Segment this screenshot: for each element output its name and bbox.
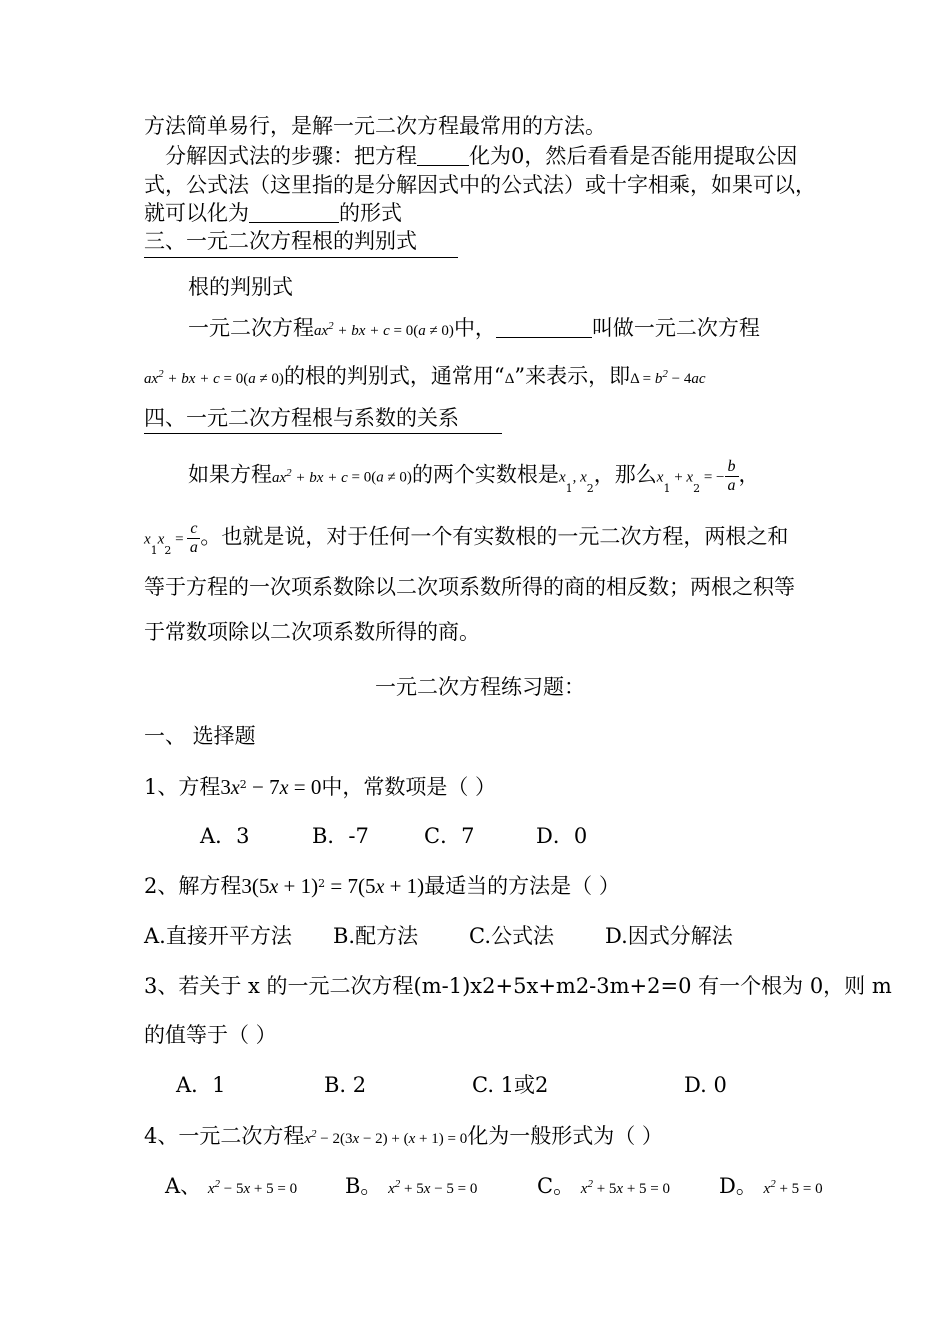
question-4: 4、一元二次方程$x^2 - 2(3x - 2) + (x + 1) = 0$化为一般形式为（ ） [144,1124,663,1148]
section-4-para-1: 如果方程$ax^2$ + bx + c = 0(a ≠ 0)的两个实数根是$x_1$, $x_2$，那么$x_1 + x_2$ = − $\frac{b}{a}$ ， [188,458,760,495]
question-3-line-2: 的值等于（ ） [144,1023,277,1047]
text-line-2: 分解因式法的步骤：把方程 化为0，然后看看是否能用提取公因 [165,144,798,168]
section-3-para-1: 一元二次方程$ax^2$ + bx + c = 0(a ≠ 0)中， 叫做一元二次方程 [188,316,760,340]
text-line-1: 方法简单易行，是解一元二次方程最常用的方法。 [144,114,606,138]
fraction: $\frac{b}{a}$ [725,458,739,494]
fill-blank [417,145,469,166]
exercise-title: 一元二次方程练习题： [375,675,585,699]
fill-blank [249,202,339,223]
heading-underline [144,433,502,434]
question-2-options: A.直接开平方法 B.配方法 C.公式法 D.因式分解法 [144,924,733,948]
question-4-options: A、 $x^2 - 5x + 5 = 0$ B。 $x^2 + 5x - 5 = 0$ C。 $x^2 + 5x + 5 = 0$ D。 $x^2 + 5 = 0$ [165,1174,823,1198]
section-4-para-3: 等于方程的一次项系数除以二次项系数所得的商的相反数；两根之积等 [144,575,795,599]
question-3-options: A．1 B. 2 C. 1或2 D. 0 [176,1073,727,1097]
section-3-heading: 三、一元二次方程根的判别式 [144,229,417,253]
exercise-section: 一、 选择题 [144,724,256,748]
heading-underline [144,257,458,258]
section-4-para-4: 于常数项除以二次项系数所得的商。 [144,620,480,644]
text-line-3: 式，公式法（这里指的是分解因式中的公式法）或十字相乘，如果可以， [144,173,816,197]
fraction: $\frac{c}{a}$ [187,520,200,556]
fill-blank [496,317,592,338]
question-1-options: A．3 B．-7 C．7 D．0 [200,824,588,848]
question-3-line-1: 3、若关于 x 的一元二次方程(m-1)x2+5x+m2-3m+2=0 有一个根为 0，则 m [144,974,892,998]
question-2: 2、解方程$3(5x + 1)^2 = 7(5x + 1)$最适当的方法是（ ） [144,874,620,898]
section-3-para-2: $ax^2$ + bx + c = 0(a ≠ 0)的根的判别式，通常用“Δ”来表示，即$\Delta = b^2 - 4ac$ [144,364,706,388]
question-1: 1、方程$3x^2 - 7x = 0$中，常数项是（ ） [144,775,497,799]
text-line-4: 就可以化为 的形式 [144,201,402,225]
section-4-para-2: $x_1x_2$ = $\frac{c}{a}$ 。也就是说，对于任何一个有实数根的一元二次方程，两根之和 [144,520,789,557]
section-4-heading: 四、一元二次方程根与系数的关系 [144,406,459,430]
section-3-sub: 根的判别式 [188,275,293,299]
